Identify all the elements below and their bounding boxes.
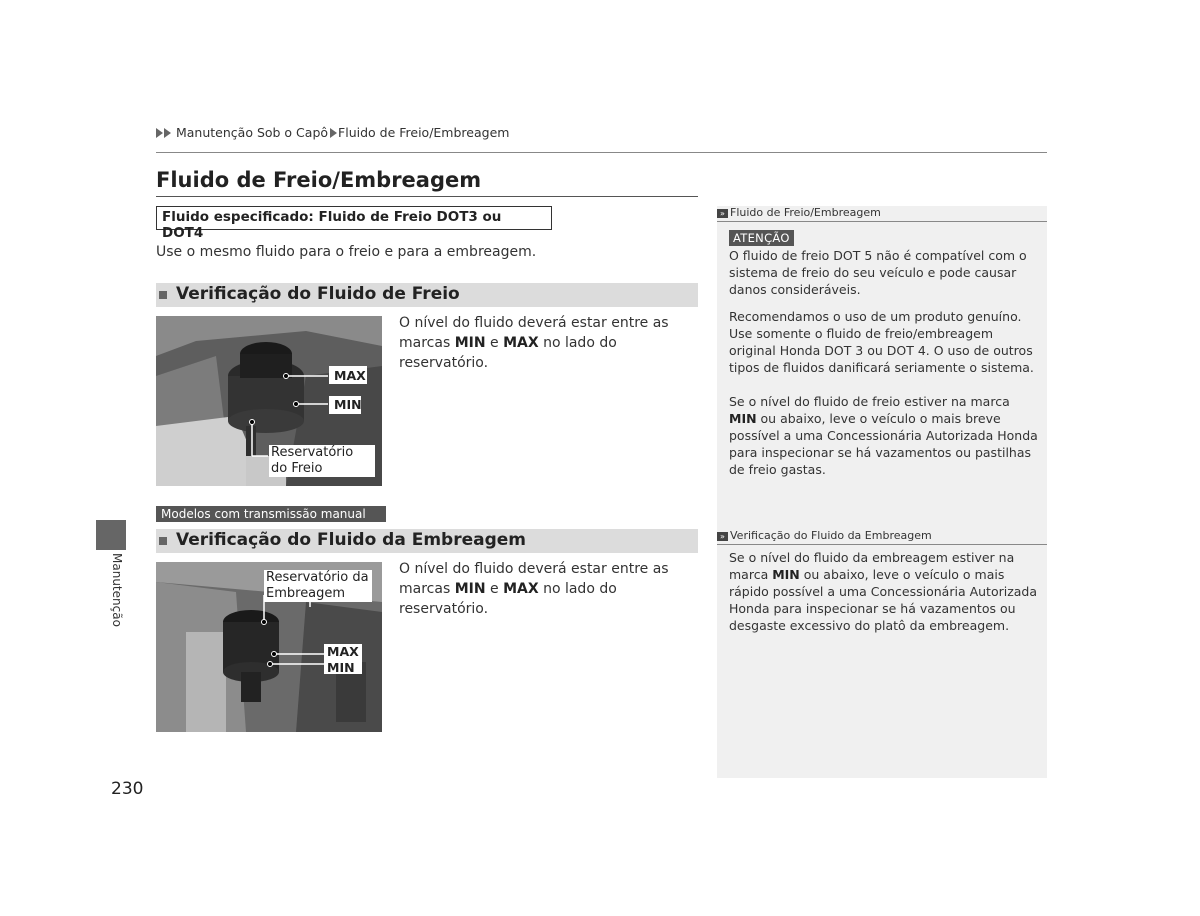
brake-reservoir-label: Reservatório do Freio xyxy=(269,445,375,477)
note-divider xyxy=(717,221,1047,222)
clutch-section-title: Verificação do Fluido da Embreagem xyxy=(176,530,527,550)
breadcrumb-item-fluid[interactable]: Fluido de Freio/Embreagem xyxy=(338,125,510,140)
caution-badge: ATENÇÃO xyxy=(729,230,794,246)
model-tag: Modelos com transmissão manual xyxy=(156,506,386,522)
brake-section-title: Verificação do Fluido de Freio xyxy=(176,284,460,304)
note-arrow-icon: » xyxy=(717,532,728,541)
page-title: Fluido de Freio/Embreagem xyxy=(156,168,482,192)
brake-section-header xyxy=(156,283,698,307)
brake-min-label: MIN xyxy=(334,397,362,412)
brake-level-text: O nível do fluido deverá estar entre as marcas MIN e MAX no lado do reservatório. xyxy=(399,315,669,371)
clutch-min-note: Se o nível do fluido da embreagem estiver na marca MIN ou abaixo, leve o veículo o mais rápido possível a uma Concessionária Autorizada Honda para inspecionar se há vazamentos ou desgaste excessivo do platô da embreagem. xyxy=(729,550,1038,633)
clutch-min-label: MIN xyxy=(327,660,355,675)
note-head-clutch-check: » Verificação do Fluido da Embreagem xyxy=(717,529,932,542)
clutch-max-label: MAX xyxy=(327,644,359,659)
caution-text: O fluido de freio DOT 5 não é compatível com o sistema de freio do seu veículo e pode causar danos consideráveis. xyxy=(729,248,1027,297)
breadcrumb-arrow-icon xyxy=(164,128,171,138)
note-divider xyxy=(717,544,1047,545)
clutch-section-header xyxy=(156,529,698,553)
chapter-tab-label: Manutenção xyxy=(110,553,124,627)
brake-max-label: MAX xyxy=(334,368,366,383)
brake-min-note: Se o nível do fluido de freio estiver na marca MIN ou abaixo, leve o veículo o mais breve possível a uma Concessionária Autorizada Honda para inspecionar se há vazamentos ou pastilhas de freio gastas. xyxy=(729,394,1038,477)
breadcrumb-arrow-icon xyxy=(156,128,163,138)
genuine-product-text: Recomendamos o uso de um produto genuíno. Use somente o fluido de freio/embreagem original Honda DOT 3 ou DOT 4. O uso de outros tipos de fluidos danificará seriamente o sistema. xyxy=(729,309,1034,375)
spec-box: Fluido especificado: Fluido de Freio DOT3 ou DOT4 xyxy=(156,206,552,230)
section-square-icon xyxy=(159,537,167,545)
page-number: 230 xyxy=(111,779,144,799)
note-head-brake-clutch: » Fluido de Freio/Embreagem xyxy=(717,206,881,219)
clutch-reservoir-label: Reservatório da Embreagem xyxy=(264,570,372,602)
top-divider xyxy=(156,152,1047,153)
intro-text: Use o mesmo fluido para o freio e para a embreagem. xyxy=(156,244,537,260)
note-arrow-icon: » xyxy=(717,209,728,218)
section-square-icon xyxy=(159,291,167,299)
title-divider xyxy=(156,196,698,197)
breadcrumb-item-maintenance[interactable]: Manutenção Sob o Capô xyxy=(175,125,329,140)
breadcrumb xyxy=(156,125,509,140)
clutch-level-text: O nível do fluido deverá estar entre as marcas MIN e MAX no lado do reservatório. xyxy=(399,561,669,617)
breadcrumb-arrow-icon xyxy=(330,128,337,138)
chapter-tab[interactable] xyxy=(96,520,126,550)
